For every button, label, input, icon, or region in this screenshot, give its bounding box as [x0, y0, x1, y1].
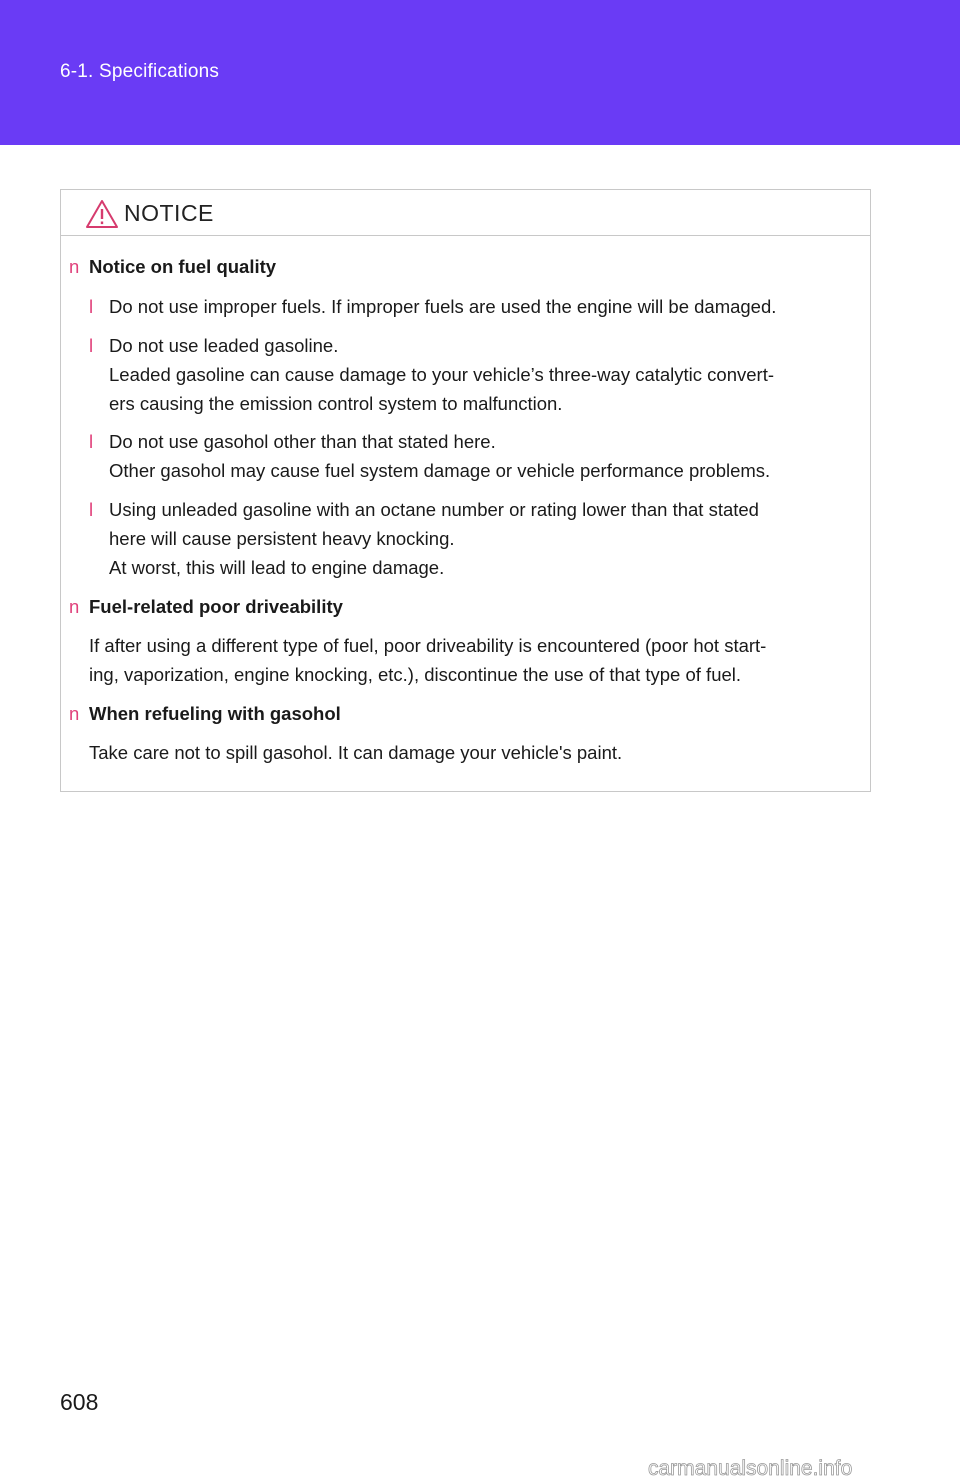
- notice-box: [60, 189, 871, 792]
- item-marker: l: [89, 335, 94, 356]
- item-text: Do not use leaded gasoline.: [109, 335, 339, 356]
- list-item: [89, 331, 338, 360]
- item-text: Other gasohol may cause fuel system damage or vehicle performance problems.: [109, 460, 771, 481]
- warning-triangle-icon: [85, 199, 119, 229]
- body-text: Take care not to spill gasohol. It can damage your vehicle's paint.: [89, 742, 623, 763]
- item-marker: l: [89, 499, 94, 520]
- item-marker: l: [89, 296, 94, 317]
- item-text: At worst, this will lead to engine damage.: [109, 557, 445, 578]
- item-text: Do not use improper fuels. If improper fuels are used the engine will be damaged.: [109, 296, 777, 317]
- watermark-text: carmanualsonline.info: [648, 1457, 853, 1480]
- page-header: [0, 0, 960, 145]
- section-marker: n: [69, 256, 80, 277]
- list-item: [89, 427, 496, 456]
- body-text: ing, vaporization, engine knocking, etc.), discontinue the use of that type of fuel.: [89, 664, 742, 685]
- list-item: [89, 495, 759, 524]
- section-title: 6-1. Specifications: [60, 61, 220, 82]
- section-heading-text: Notice on fuel quality: [89, 256, 277, 277]
- section-heading-text: When refueling with gasohol: [89, 703, 341, 724]
- section-heading: [69, 596, 343, 618]
- section-heading: [69, 256, 276, 278]
- item-text: Leaded gasoline can cause damage to your vehicle’s three-way catalytic convert-: [109, 364, 775, 385]
- item-text: ers causing the emission control system to malfunction.: [109, 393, 563, 414]
- body-text: If after using a different type of fuel, poor driveability is encountered (poor hot start-: [89, 635, 767, 656]
- page-number: 608: [60, 1389, 99, 1415]
- notice-title: NOTICE: [124, 200, 214, 226]
- list-item: [89, 292, 776, 321]
- section-heading: [69, 703, 341, 725]
- section-heading-text: Fuel-related poor driveability: [89, 596, 343, 617]
- notice-header: [61, 190, 870, 236]
- item-text: Using unleaded gasoline with an octane number or rating lower than that stated: [109, 499, 759, 520]
- section-marker: n: [69, 596, 80, 617]
- item-text: Do not use gasohol other than that stated here.: [109, 431, 496, 452]
- section-marker: n: [69, 703, 80, 724]
- item-marker: l: [89, 431, 94, 452]
- item-text: here will cause persistent heavy knocking.: [109, 528, 455, 549]
- watermark-logo: [648, 1456, 954, 1480]
